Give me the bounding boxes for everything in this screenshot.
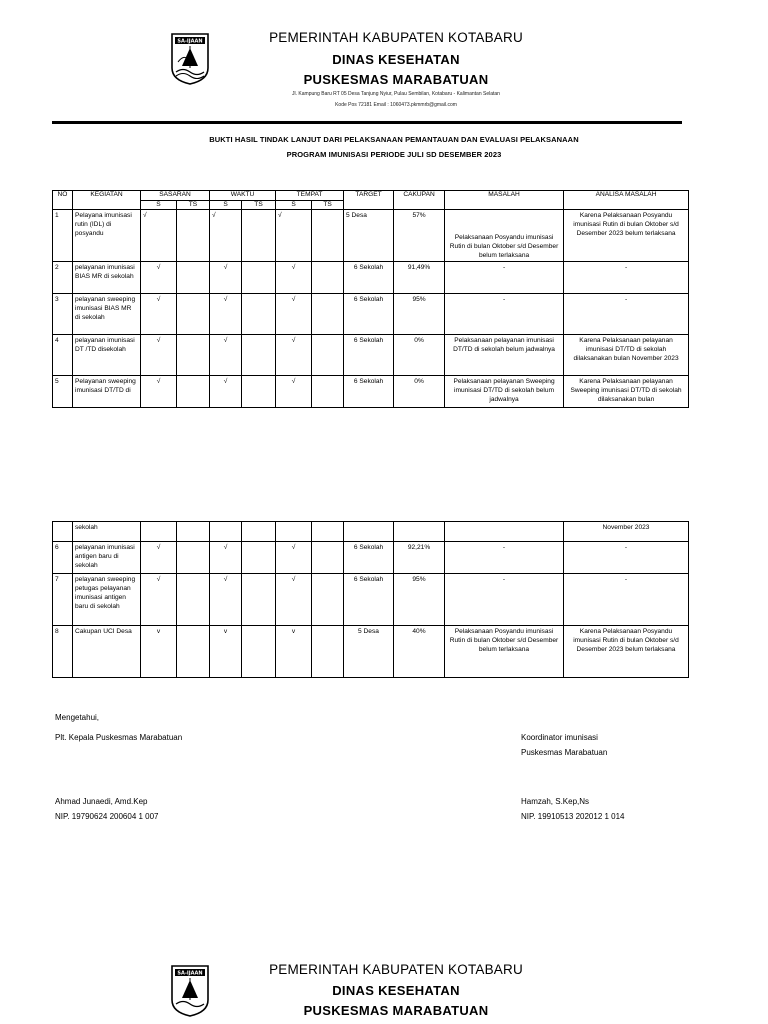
header-department-name: DINAS KESEHATAN [332,52,460,67]
cell-tempat-s: √ [276,294,312,335]
cell-no: 5 [53,376,73,408]
cell-waktu-s: √ [210,335,242,376]
cell-no: 8 [53,626,73,678]
subheader-sasaran-s: S [141,200,177,210]
cell-masalah: Pelaksanaan Posyandu imunisasi Rutin di bulan Oktober s/d Desember belum terlaksana [445,210,564,262]
cell-cakupan: 40% [394,626,445,678]
table-row [53,210,689,262]
cell-analisa: - [564,262,689,294]
cell-tempat-ts [312,626,344,678]
header-cakupan: CAKUPAN [394,191,445,210]
table-row [53,376,689,408]
subheader-sasaran-ts: TS [177,200,210,210]
cell-no: 2 [53,262,73,294]
table-header-row [53,191,689,201]
cell-waktu-s: √ [210,542,242,574]
cell-waktu-s: √ [210,376,242,408]
subheader-waktu-s: S [210,200,242,210]
subheader-tempat-s: S [276,200,312,210]
table-row [53,626,689,678]
cell-target: 6 Sekolah [344,335,394,376]
cell-waktu-ts [242,542,276,574]
footer-government-name: PEMERINTAH KABUPATEN KOTABARU [269,962,523,977]
cell-sasaran-s: √ [141,335,177,376]
cell-sasaran-s: √ [141,574,177,626]
cell-analisa: - [564,294,689,335]
cell-analisa: - [564,574,689,626]
header-masalah: MASALAH [445,191,564,210]
table-row [53,335,689,376]
cell-tempat-s [276,522,312,542]
header-sasaran: SASARAN [141,191,210,201]
cell-tempat-ts [312,522,344,542]
cell-sasaran-ts [177,574,210,626]
table-row [53,262,689,294]
cell-waktu-ts [242,335,276,376]
cell-analisa: Karena Pelaksanaan pelayanan Sweeping imunisasi DT/TD di sekolah dilaksanakan bulan [564,376,689,408]
header-no: NO [53,191,73,210]
cell-target: 6 Sekolah [344,294,394,335]
cell-waktu-ts [242,376,276,408]
cell-masalah: - [445,294,564,335]
cell-kegiatan: pelayanan imunisasi BIAS MR di sekolah [73,262,141,294]
table-row [53,294,689,335]
evaluation-table-continued [52,521,689,678]
cell-cakupan [394,522,445,542]
cell-waktu-ts [242,626,276,678]
cell-cakupan: 0% [394,376,445,408]
cell-target: 6 Sekolah [344,262,394,294]
cell-waktu-s: √ [210,294,242,335]
cell-tempat-ts [312,542,344,574]
header-tempat: TEMPAT [276,191,344,201]
footer-puskesmas-name: PUSKESMAS MARABATUAN [303,1003,489,1018]
cell-masalah: - [445,574,564,626]
cell-waktu-ts [242,262,276,294]
cell-target: 6 Sekolah [344,376,394,408]
document-title-line1: BUKTI HASIL TINDAK LANJUT DARI PELAKSANAAN PEMANTAUAN DAN EVALUASI PELAKSANAAN [209,135,579,144]
cell-sasaran-s: √ [141,294,177,335]
cell-waktu-s [210,522,242,542]
right-signer-unit: Puskesmas Marabatuan [521,748,608,757]
cell-waktu-ts [242,294,276,335]
cell-target [344,522,394,542]
cell-no: 1 [53,210,73,262]
cell-analisa: Karena Pelaksanaan pelayanan imunisasi DT/TD di sekolah dilaksanakan bulan November 2023 [564,335,689,376]
cell-tempat-s: √ [276,210,312,262]
table-row [53,542,689,574]
cell-sasaran-ts [177,522,210,542]
footer-department-name: DINAS KESEHATAN [332,983,460,998]
cell-sasaran-ts [177,626,210,678]
cell-waktu-s: √ [210,262,242,294]
cell-kegiatan: pelayanan sweeping petugas pelayanan imunisasi antigen baru di sekolah [73,574,141,626]
cell-tempat-s: √ [276,335,312,376]
cell-sasaran-ts [177,542,210,574]
cell-tempat-s: √ [276,376,312,408]
header-government-name: PEMERINTAH KABUPATEN KOTABARU [269,30,523,45]
cell-kegiatan: pelayanan imunisasi DT /TD disekolah [73,335,141,376]
cell-sasaran-ts [177,262,210,294]
cell-cakupan: 57% [394,210,445,262]
header-address: Jl. Kampung Baru RT 05 Desa Tanjung Nyiur, Pulau Sembilan, Kotabaru - Kalimantan Selatan [292,91,500,97]
cell-waktu-ts [242,210,276,262]
cell-sasaran-s: √ [141,542,177,574]
svg-text:SA-IJAAN: SA-IJAAN [177,38,203,45]
cell-tempat-s: √ [276,262,312,294]
cell-target: 6 Sekolah [344,542,394,574]
cell-kegiatan: pelayanan imunisasi antigen baru di sekolah [73,542,141,574]
cell-tempat-ts [312,335,344,376]
cell-kegiatan: sekolah [73,522,141,542]
cell-masalah: - [445,262,564,294]
header-contact: Kode Pos 72181 Email : 1060473.pkmmrb@gmail.com [335,102,457,108]
table-row [53,574,689,626]
cell-cakupan: 91,49% [394,262,445,294]
cell-waktu-s: √ [210,574,242,626]
cell-tempat-ts [312,294,344,335]
cell-sasaran-s: √ [141,262,177,294]
cell-waktu-ts [242,574,276,626]
cell-tempat-ts [312,376,344,408]
cell-masalah: Pelaksanaan pelayanan imunisasi DT/TD di sekolah belum jadwalnya [445,335,564,376]
cell-sasaran-s: v [141,626,177,678]
cell-waktu-s: v [210,626,242,678]
cell-analisa: Karena Pelaksanaan Posyandu imunisasi Rutin di bulan Oktober s/d Desember 2023 belum terlaksana [564,210,689,262]
cell-cakupan: 95% [394,574,445,626]
right-signer-title: Koordinator imunisasi [521,733,598,742]
document-title-line2: PROGRAM IMUNISASI PERIODE JULI SD DESEMBER 2023 [286,150,502,159]
subheader-waktu-ts: TS [242,200,276,210]
cell-sasaran-ts [177,376,210,408]
cell-tempat-ts [312,210,344,262]
cell-kegiatan: pelayanan sweeping imunisasi BIAS MR di sekolah [73,294,141,335]
cell-tempat-s: √ [276,574,312,626]
cell-tempat-ts [312,262,344,294]
cell-tempat-ts [312,574,344,626]
cell-masalah [445,522,564,542]
cell-cakupan: 92,21% [394,542,445,574]
right-signer-name: Hamzah, S.Kep,Ns [521,797,590,806]
header-divider [52,121,682,124]
cell-no: 6 [53,542,73,574]
cell-waktu-s: √ [210,210,242,262]
header-analisa-masalah: ANALISA MASALAH [564,191,689,210]
cell-no: 3 [53,294,73,335]
cell-tempat-s: √ [276,542,312,574]
cell-sasaran-ts [177,294,210,335]
header-waktu: WAKTU [210,191,276,201]
left-signer-title: Plt. Kepala Puskesmas Marabatuan [55,733,183,742]
left-signer-nip: NIP. 19790624 200604 1 007 [55,812,159,821]
header-target: TARGET [344,191,394,210]
cell-tempat-s: v [276,626,312,678]
svg-text:SA-IJAAN: SA-IJAAN [177,970,203,977]
cell-analisa: November 2023 [564,522,689,542]
cell-masalah: Pelaksanaan pelayanan Sweeping imunisasi DT/TD di sekolah belum jadwalnya [445,376,564,408]
cell-analisa: Karena Pelaksanaan Posyandu imunisasi Rutin di bulan Oktober s/d Desember 2023 belum terlaksana [564,626,689,678]
cell-sasaran-ts [177,335,210,376]
table-row [53,522,689,542]
cell-kegiatan: Cakupan UCI Desa [73,626,141,678]
header-kegiatan: KEGIATAN [73,191,141,210]
cell-cakupan: 0% [394,335,445,376]
cell-target: 6 Sekolah [344,574,394,626]
cell-sasaran-s: √ [141,376,177,408]
cell-cakupan: 95% [394,294,445,335]
cell-waktu-ts [242,522,276,542]
left-signer-name: Ahmad Junaedi, Amd.Kep [55,797,148,806]
cell-analisa: - [564,542,689,574]
cell-no [53,522,73,542]
cell-sasaran-ts [177,210,210,262]
cell-kegiatan: Pelayanan sweeping imunisasi DT/TD di [73,376,141,408]
acknowledged-label: Mengetahui, [55,713,100,722]
cell-no: 4 [53,335,73,376]
cell-kegiatan: Pelayana imunisasi rutin (IDL) di posyandu [73,210,141,262]
cell-masalah: Pelaksanaan Posyandu imunisasi Rutin di bulan Oktober s/d Desember belum terlaksana [445,626,564,678]
header-puskesmas-name: PUSKESMAS MARABATUAN [303,72,489,87]
right-signer-nip: NIP. 19910513 202012 1 014 [521,812,625,821]
cell-sasaran-s: √ [141,210,177,262]
cell-sasaran-s [141,522,177,542]
subheader-tempat-ts: TS [312,200,344,210]
cell-no: 7 [53,574,73,626]
cell-masalah: - [445,542,564,574]
evaluation-table [52,190,689,408]
cell-target: 5 Desa [344,210,394,262]
cell-target: 5 Desa [344,626,394,678]
